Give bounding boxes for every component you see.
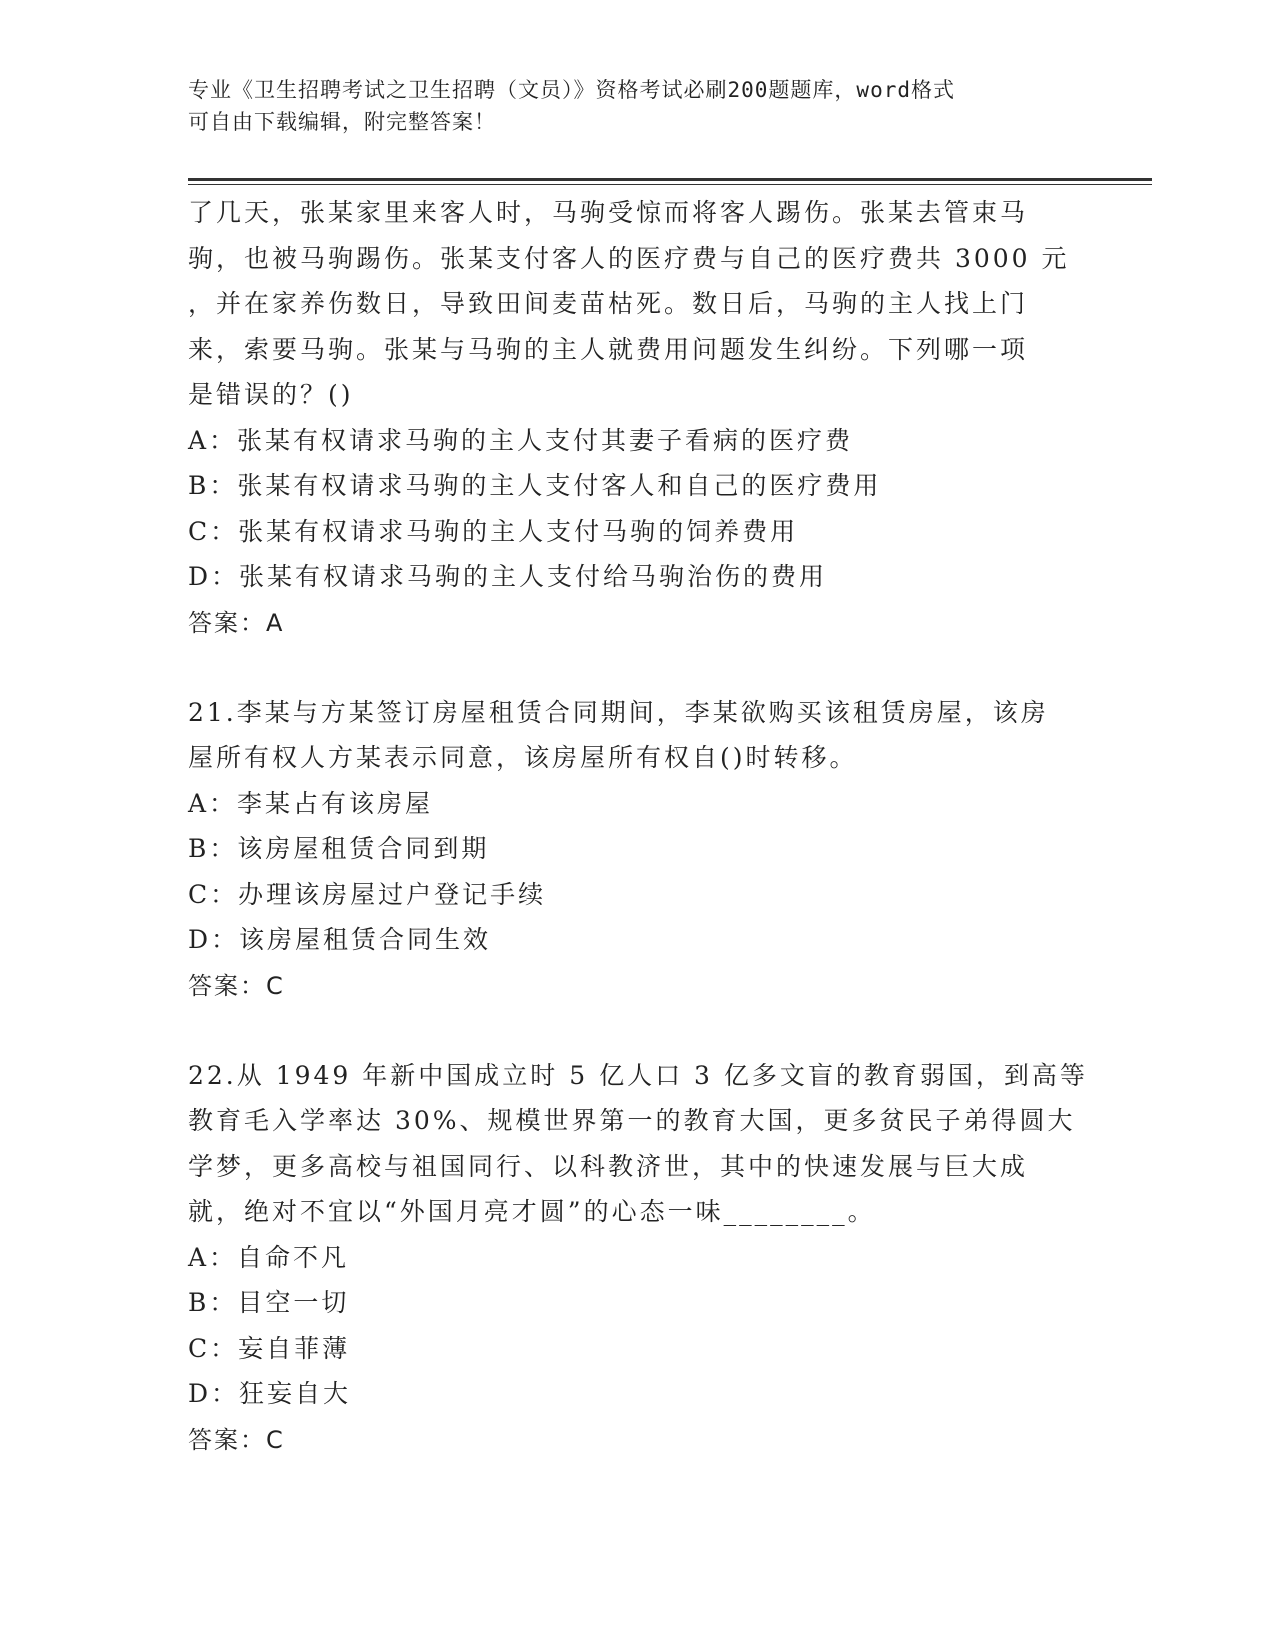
question-spacer <box>188 646 1088 690</box>
header-line-2: 可自由下载编辑，附完整答案！ <box>188 110 496 134</box>
stem-line: 学梦，更多高校与祖国同行、以科教济世，其中的快速发展与巨大成 <box>188 1151 1029 1181</box>
stem-line: ，并在家养伤数日，导致田间麦苗枯死。数日后，马驹的主人找上门 <box>188 289 1029 318</box>
question-stem <box>188 1053 1088 1235</box>
option-b: B：目空一切 <box>188 1288 350 1317</box>
answer-line: 答案：C <box>188 971 285 1000</box>
document-header <box>188 74 1068 138</box>
option-c: C：妄自菲薄 <box>188 1333 351 1363</box>
stem-line: 就，绝对不宜以“外国月亮才圆”的心态一味________。 <box>188 1197 876 1226</box>
question-content <box>188 190 1088 1463</box>
option-d: D：该房屋租赁合同生效 <box>188 925 492 954</box>
header-rule-thick <box>188 178 1152 181</box>
answer-line: 答案：C <box>188 1425 285 1454</box>
option-b: B：该房屋租赁合同到期 <box>188 834 490 863</box>
question-20 <box>188 190 1088 646</box>
question-stem <box>188 690 1088 781</box>
stem-line: 驹，也被马驹踢伤。张某支付客人的医疗费与自己的医疗费共 3000 元 <box>188 243 1070 273</box>
stem-line: 是错误的？() <box>188 380 354 409</box>
option-a: A：李某占有该房屋 <box>188 788 434 818</box>
question-spacer <box>188 1009 1088 1053</box>
option-b: B：张某有权请求马驹的主人支付客人和自己的医疗费用 <box>188 471 882 500</box>
option-a: A：张某有权请求马驹的主人支付其妻子看病的医疗费 <box>188 425 854 455</box>
answer-line: 答案：A <box>188 608 285 637</box>
question-21 <box>188 690 1088 1009</box>
header-rule-thin <box>188 184 1152 185</box>
stem-line: 来，索要马驹。张某与马驹的主人就费用问题发生纠纷。下列哪一项 <box>188 334 1029 364</box>
stem-line: 屋所有权人方某表示同意，该房屋所有权自()时转移。 <box>188 743 858 772</box>
stem-line: 22.从 1949 年新中国成立时 5 亿人口 3 亿多文盲的教育弱国，到高等 <box>188 1060 1088 1090</box>
option-d: D：张某有权请求马驹的主人支付给马驹治伤的费用 <box>188 562 828 591</box>
option-c: C：办理该房屋过户登记手续 <box>188 879 547 909</box>
header-line-1: 专业《卫生招聘考试之卫生招聘（文员）》资格考试必刷200题题库，word格式 <box>188 78 955 102</box>
stem-line: 了几天，张某家里来客人时，马驹受惊而将客人踢伤。张某去管束马 <box>188 198 1029 227</box>
question-stem <box>188 190 1088 418</box>
stem-line: 教育毛入学率达 30%、规模世界第一的教育大国，更多贫民子弟得圆大 <box>188 1106 1076 1135</box>
option-a: A：自命不凡 <box>188 1242 350 1272</box>
option-d: D：狂妄自大 <box>188 1379 352 1408</box>
question-22 <box>188 1053 1088 1463</box>
stem-line: 21.李某与方某签订房屋租赁合同期间，李某欲购买该租赁房屋，该房 <box>188 697 1049 727</box>
option-c: C：张某有权请求马驹的主人支付马驹的饲养费用 <box>188 516 799 546</box>
